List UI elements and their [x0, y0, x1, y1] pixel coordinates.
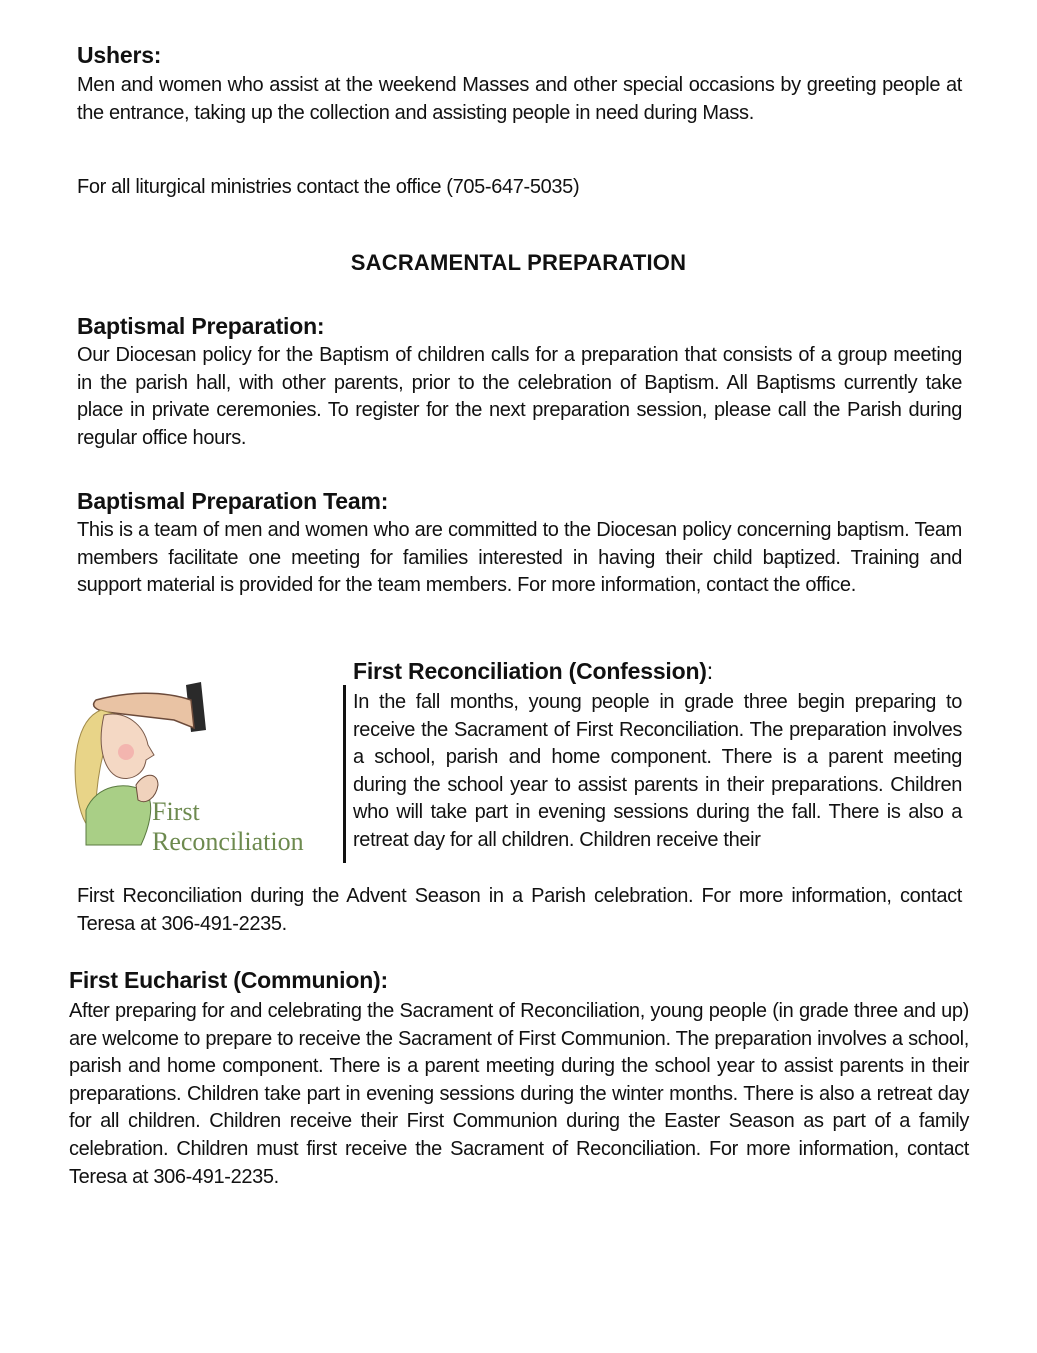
ushers-body: Men and women who assist at the weekend Masses and other special occasions by greeting people at the entrance, taking up the collection and assisting people in need during Mass. [77, 74, 962, 124]
image-caption-reconciliation: Reconciliation [152, 827, 304, 856]
praying-child-icon [66, 680, 342, 860]
baptismal-preparation-heading: Baptismal Preparation: [77, 313, 325, 339]
first-eucharist-heading: First Eucharist (Communion): [69, 967, 388, 993]
first-reconciliation-body-full: First Reconciliation during the Advent Season in a Parish celebration. For more information, contact Teresa at 306-491-2235. [77, 885, 962, 935]
first-reconciliation-heading [353, 658, 713, 685]
baptismal-preparation-body: Our Diocesan policy for the Baptism of children calls for a preparation that consists of a group meeting in the parish hall, with other parents, prior to the celebration of Baptism. All Baptisms currently take place in private ceremonies. To register for the next preparation session, please call the Parish during regular office hours. [77, 344, 962, 449]
first-reconciliation-body-wrapped: In the fall months, young people in grade three begin preparing to receive the Sacrament of First Reconciliation. The preparation involves a school, parish and home component. There is a parent meeting during the school year to assist parents in their preparations. Children who will take part in evening sessions during the fall. There is also a retreat day for all children. Children receive their [353, 691, 962, 851]
ushers-contact: For all liturgical ministries contact the office (705-647-5035) [77, 176, 580, 198]
cheek-shape [118, 744, 134, 760]
heading-colon: : [706, 658, 713, 684]
image-caption-first: First [152, 797, 200, 826]
baptismal-team-body: This is a team of men and women who are committed to the Diocesan policy concerning baptism. Team members facilitate one meeting for families interested in having their child baptized. Training and support material is provided for the team members. For more information, contact the office. [77, 519, 962, 597]
vertical-divider [343, 685, 346, 863]
first-reconciliation-illustration [66, 680, 342, 860]
section-title: SACRAMENTAL PREPARATION [350, 250, 687, 275]
baptismal-team-heading: Baptismal Preparation Team: [77, 488, 389, 514]
first-reconciliation-heading-text: First Reconciliation (Confession) [353, 658, 707, 684]
ushers-heading: Ushers: [77, 42, 162, 68]
first-eucharist-body: After preparing for and celebrating the Sacrament of Reconciliation, young people (in grade three and up) are welcome to prepare to receive the Sacrament of First Communion. The preparation involves a school, parish and home component. There is a parent meeting during the school year to assist parents in their preparations. Children take part in evening sessions during the winter months. There is also a retreat day for all children. Children receive their First Communion during the Easter Season as part of a family celebration. Children must first receive the Sacrament of Reconciliation. For more information, contact Teresa at 306-491-2235. [69, 1000, 969, 1188]
